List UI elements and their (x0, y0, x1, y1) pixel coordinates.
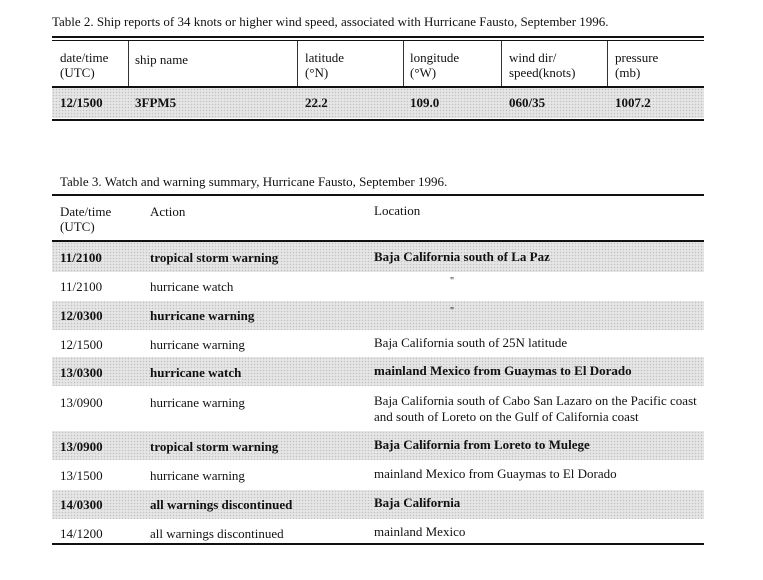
table2-header-latitude: latitude (°N) (305, 50, 344, 80)
table2-header-ship: ship name (135, 52, 189, 67)
table3-cell-datetime: 13/0900 (60, 439, 103, 454)
table3-cell-datetime: 13/0900 (60, 395, 103, 410)
table3-cell-location: Baja California south of La Paz (374, 249, 550, 264)
table2-top-rule (52, 36, 704, 38)
table2-cell-latitude: 22.2 (305, 95, 328, 110)
table3-cell-location: Baja California (374, 495, 461, 510)
table2-cell-longitude: 109.0 (410, 95, 440, 110)
table2-header-datetime: date/time (UTC) (60, 50, 109, 80)
table3-cell-action: hurricane warning (150, 308, 255, 323)
table2-col-divider (501, 41, 502, 86)
table3-cell-action: hurricane watch (150, 279, 234, 294)
table3-cell-datetime: 13/1500 (60, 468, 103, 483)
table2-caption: Table 2. Ship reports of 34 knots or higher wind speed, associated with Hurricane Fausto, September 1996. (52, 14, 609, 29)
table2-header-longitude: longitude (°W) (410, 50, 460, 80)
table3-cell-location: " (450, 276, 455, 287)
table3-cell-action: tropical storm warning (150, 250, 279, 265)
table3-cell-location: mainland Mexico from Guaymas to El Dorado (374, 363, 632, 378)
table3-cell-location: Baja California from Loreto to Mulege (374, 437, 590, 452)
table2-col-divider (607, 41, 608, 86)
table3-cell-action: tropical storm warning (150, 439, 279, 454)
table2-bottom-rule (52, 119, 704, 121)
table2-col-divider (403, 41, 404, 86)
table3-cell-location: Baja California south of Cabo San Lazaro on the Pacific coast and south of Loreto on the Gulf of California coast (374, 393, 697, 424)
table2-cell-wind: 060/35 (509, 95, 546, 110)
table3-cell-action: hurricane watch (150, 365, 242, 380)
table3-cell-action: hurricane warning (150, 395, 245, 410)
table3-cell-action: all warnings discontinued (150, 497, 293, 512)
table3-cell-datetime: 14/0300 (60, 497, 103, 512)
table2-cell-pressure: 1007.2 (615, 95, 651, 110)
table3-header-location: Location (374, 203, 421, 218)
table2-cell-datetime: 12/1500 (60, 95, 103, 110)
table3-cell-datetime: 13/0300 (60, 365, 103, 380)
table3-top-rule (52, 194, 704, 196)
table3-cell-location: " (450, 306, 455, 317)
table2-col-divider (297, 41, 298, 86)
table2-cell-ship: 3FPM5 (135, 95, 177, 110)
table3-cell-datetime: 11/2100 (60, 250, 102, 265)
table3-cell-action: all warnings discontinued (150, 526, 284, 541)
table3-cell-action: hurricane warning (150, 468, 245, 483)
table2-header-pressure: pressure (mb) (615, 50, 659, 80)
table3-caption: Table 3. Watch and warning summary, Hurricane Fausto, September 1996. (60, 174, 448, 189)
table3-cell-location: Baja California south of 25N latitude (374, 335, 568, 350)
table3-cell-datetime: 12/0300 (60, 308, 103, 323)
table3-header-datetime: Date/time (UTC) (60, 204, 112, 234)
table3-cell-datetime: 11/2100 (60, 279, 103, 294)
table2-header-wind: wind dir/ speed(knots) (509, 50, 576, 80)
table3-cell-location: mainland Mexico from Guaymas to El Dorado (374, 466, 617, 481)
table3-cell-datetime: 14/1200 (60, 526, 103, 541)
table3-cell-datetime: 12/1500 (60, 337, 103, 352)
table3-cell-action: hurricane warning (150, 337, 245, 352)
table3-bottom-rule (52, 543, 704, 545)
table3-cell-location: mainland Mexico (374, 524, 466, 539)
table3-header-action: Action (150, 204, 186, 219)
table2-col-divider (128, 41, 129, 86)
